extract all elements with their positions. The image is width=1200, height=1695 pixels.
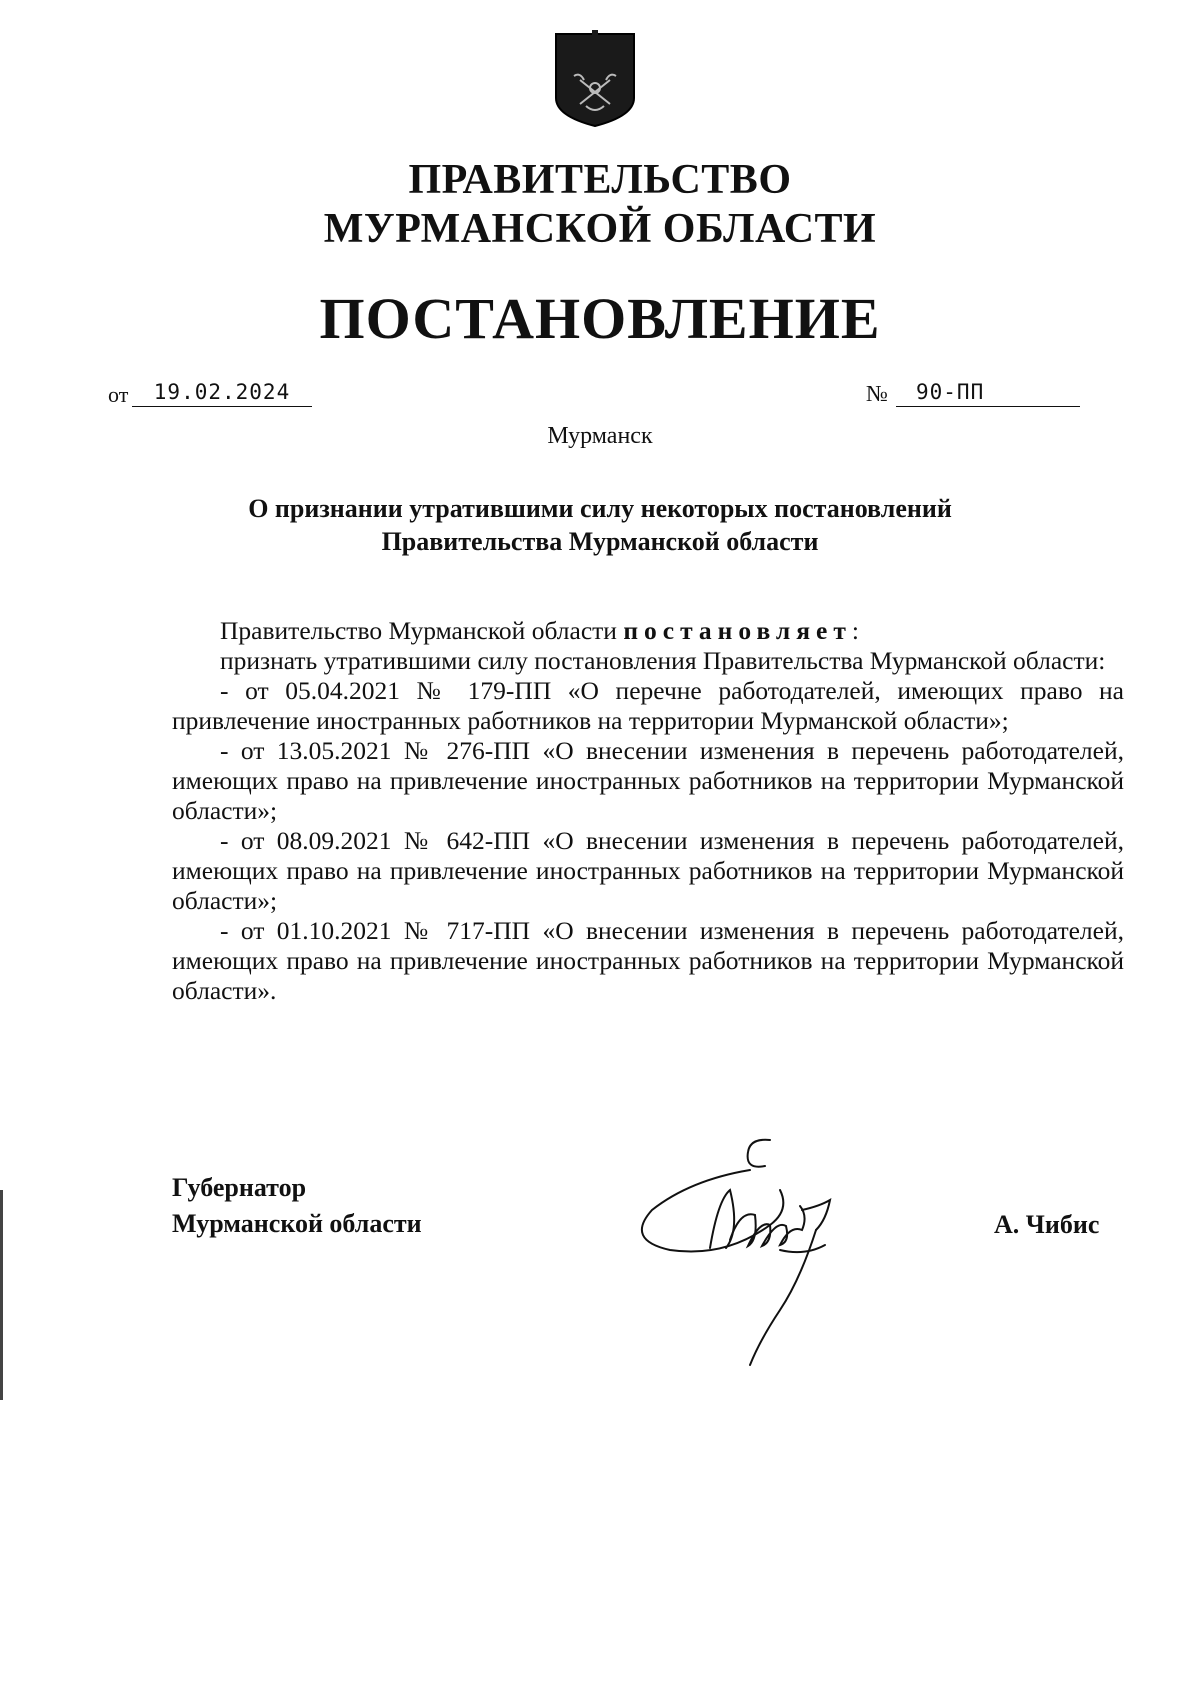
document-subject bbox=[0, 492, 1200, 558]
intro-keyword: постановляет bbox=[623, 616, 852, 645]
subject-line1: О признании утратившими силу некоторых постановлений bbox=[248, 494, 952, 523]
signatory-title-line2: Мурманской области bbox=[172, 1209, 422, 1238]
government-name-line2: МУРМАНСКОЙ ОБЛАСТИ bbox=[323, 206, 877, 252]
body-paragraph: признать утратившими силу постановления Правительства Мурманской области: bbox=[220, 646, 1106, 675]
city-name: Мурманск bbox=[547, 423, 653, 449]
body-paragraph: - от 01.10.2021 № 717-ПП «О внесении изменения в перечень работодателей, имеющих право на привлечение иностранных работников на территории Мурманской области». bbox=[172, 916, 1124, 1005]
intro-colon: : bbox=[851, 616, 859, 645]
document-body bbox=[172, 616, 1124, 1006]
number-prefix: № bbox=[866, 381, 888, 406]
intro-paragraph bbox=[172, 616, 1124, 646]
document-number: 90-ПП bbox=[896, 378, 1080, 407]
handwritten-signature bbox=[630, 1130, 920, 1380]
government-name-line1: ПРАВИТЕЛЬСТВО bbox=[408, 157, 792, 203]
body-paragraph: - от 08.09.2021 № 642-ПП «О внесении изменения в перечень работодателей, имеющих право на привлечение иностранных работников на территории Мурманской области»; bbox=[172, 826, 1124, 915]
date-prefix: от bbox=[108, 382, 129, 407]
signatory-title-line1: Губернатор bbox=[172, 1173, 307, 1202]
document-type-title: ПОСТАНОВЛЕНИЕ bbox=[319, 286, 881, 351]
signatory-title bbox=[172, 1170, 422, 1242]
scan-margin-mark bbox=[0, 1190, 3, 1400]
document-date: 19.02.2024 bbox=[132, 378, 312, 407]
body-paragraph: - от 13.05.2021 № 276-ПП «О внесении изменения в перечень работодателей, имеющих право на привлечение иностранных работников на территории Мурманской области»; bbox=[172, 736, 1124, 825]
intro-text: Правительство Мурманской области bbox=[220, 616, 624, 645]
signatory-name: А. Чибис bbox=[994, 1210, 1100, 1239]
coat-of-arms-icon bbox=[550, 28, 640, 128]
body-paragraph: - от 05.04.2021 № 179-ПП «О перечне работодателей, имеющих право на привлечение иностранных работников на территории Мурманской области»; bbox=[172, 676, 1124, 735]
subject-line2: Правительства Мурманской области bbox=[381, 527, 819, 556]
